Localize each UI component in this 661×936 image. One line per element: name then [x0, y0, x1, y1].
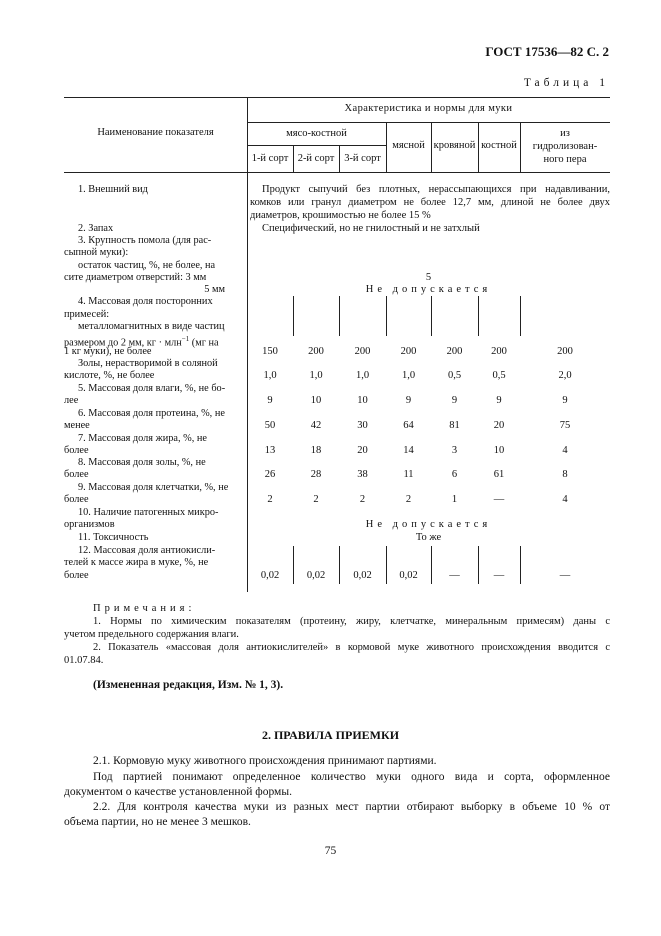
cell-r5-c3: 10: [357, 395, 368, 406]
cell-r12-c5: —: [449, 570, 460, 581]
cell-r8-c1: 26: [264, 469, 276, 480]
cell-r4a-c4: 200: [400, 346, 417, 357]
cell-r7-c5: 3: [451, 445, 458, 456]
row1-text-2: комков или гранул диаметром не более 12,7 мм, длиной не более двух: [250, 197, 610, 208]
row4a-label-2-end: (мг на: [189, 337, 219, 349]
cell-r9-c2: 2: [313, 494, 319, 505]
row1-text-3: диаметров, крошимостью не более 15 %: [250, 210, 431, 221]
body-vline-7a: [520, 296, 521, 336]
row10-label-1: 10. Наличие патогенных микро-: [78, 507, 219, 518]
cell-r9-c5: 1: [451, 494, 458, 505]
cell-r9-c4: 2: [405, 494, 412, 505]
section-p3-line2: объема партии, но не менее 3 мешков.: [64, 816, 251, 828]
row3a-label-2: сите диаметром отверстий: 3 мм: [64, 272, 207, 283]
meat-header: мясной: [392, 140, 425, 151]
cell-r8-c6: 61: [493, 469, 505, 480]
row2-label: 2. Запах: [78, 223, 114, 234]
section-p2-line2: документом о качестве установленной формы.: [64, 786, 292, 798]
cell-r7-c7: 4: [562, 445, 568, 456]
row5-label-2: лее: [64, 395, 79, 406]
header-line-2: [247, 122, 610, 123]
row3a-value: 5: [425, 272, 432, 283]
cell-r8-c7: 8: [562, 469, 568, 480]
cell-r8-c5: 6: [451, 469, 458, 480]
cell-r12-c4: 0,02: [399, 570, 418, 581]
row12-label-1: 12. Массовая доля антиокисли-: [78, 545, 216, 556]
note1-line2: учетом предельного содержания влаги.: [64, 629, 239, 640]
row5-label-1: 5. Массовая доля влаги, %, не бо-: [78, 383, 226, 394]
row1-label: 1. Внешний вид: [78, 184, 148, 195]
section-p2-line1: Под партией понимают определенное количество муки одного вида и сорта, оформленное: [93, 771, 610, 783]
row3-label-2: сыпной муки):: [64, 247, 129, 258]
cell-r5-c1: 9: [267, 395, 273, 406]
row4a-label-2-sup: −1: [181, 335, 190, 343]
cell-r4b-c1: 1,0: [263, 370, 277, 381]
cell-r6-c2: 42: [310, 420, 322, 431]
cell-r4b-c2: 1,0: [309, 370, 323, 381]
cell-r9-c6: —: [493, 494, 505, 505]
cell-r4a-c2: 200: [308, 346, 324, 357]
subgroup-header: мясо-костной: [286, 128, 347, 139]
row6-label-2: менее: [64, 420, 90, 431]
row8-label-1: 8. Массовая доля золы, %, не: [78, 457, 206, 468]
cell-r5-c6: 9: [496, 395, 502, 406]
cell-r4a-c5: 200: [446, 346, 463, 357]
cell-r8-c2: 28: [310, 469, 322, 480]
edition-note: (Измененная редакция, Изм. № 1, 3).: [93, 679, 284, 691]
cell-r12-c6: —: [493, 570, 505, 581]
cell-r6-c6: 20: [493, 420, 505, 431]
bone-header: костной: [481, 140, 517, 151]
row4b-label-2: кислоте, %, не более: [64, 370, 155, 381]
row4a-label-1: металломагнитных в виде частиц: [78, 321, 225, 332]
feather-header-1: из: [560, 128, 570, 139]
cell-r7-c4: 14: [403, 445, 414, 456]
cell-r9-c1: 2: [267, 494, 273, 505]
header-line-3: [247, 145, 386, 146]
cell-r4b-c5: 0,5: [447, 370, 462, 381]
group-header: Характеристика и нормы для муки: [344, 103, 513, 114]
row3-label-1: 3. Крупность помола (для рас-: [78, 235, 212, 246]
cell-r4a-c6: 200: [491, 346, 507, 357]
cell-r6-c1: 50: [264, 420, 276, 431]
cell-r7-c6: 10: [493, 445, 505, 456]
row4a-label-3: 1 кг муки), не более: [64, 346, 152, 357]
cell-r4b-c4: 1,0: [401, 370, 416, 381]
body-vline-4a: [386, 296, 387, 336]
body-vline-6a: [478, 296, 479, 336]
row2-text: Специфический, но не гнилостный и не затхлый: [262, 223, 480, 234]
cell-r5-c2: 10: [310, 395, 322, 406]
cell-r4b-c3: 1,0: [355, 370, 370, 381]
cell-r4b-c7: 2,0: [558, 370, 572, 381]
row12-label-3: более: [64, 570, 89, 581]
row1-text-1: Продукт сыпучий без плотных, нерассыпающихся при надавливании,: [262, 184, 610, 195]
note2-line1: 2. Показатель «массовая доля антиокислителей» в кормовой муке животного происхождения вводится с: [93, 642, 610, 653]
row12-label-2: телей к массе жира в муке, %, не: [64, 557, 209, 568]
sort1-header: 1-й сорт: [251, 153, 289, 164]
note2-line2: 01.07.84.: [64, 655, 104, 666]
col-param-header: Наименование показателя: [97, 127, 214, 138]
row4a-label-2-text: размером до 2 мм, кг · млн: [64, 337, 182, 349]
cell-r5-c7: 9: [562, 395, 568, 406]
row4b-label-1: Золы, нерастворимой в соляной: [78, 358, 218, 369]
section-p3-line1: 2.2. Для контроля качества муки из разных мест партии отбирают выборку в объеме 10 % от: [93, 801, 610, 813]
sort3-header: 3-й сорт: [344, 153, 381, 164]
cell-r4a-c1: 150: [262, 346, 278, 357]
row6-label-1: 6. Массовая доля протеина, %, не: [78, 408, 225, 419]
cell-r4a-c7: 200: [557, 346, 573, 357]
note1-line1: 1. Нормы по химическим показателям (протеину, жиру, клетчатке, минеральным примесям) даны с: [93, 616, 610, 627]
row10-value: Не допускается: [365, 519, 492, 530]
section-p1: 2.1. Кормовую муку животного происхождения принимают партиями.: [93, 755, 437, 767]
body-vline-2a: [293, 296, 294, 336]
body-vline-5a: [431, 296, 432, 336]
blood-header: кровяной: [433, 140, 476, 151]
feather-header-3: ного пера: [543, 154, 587, 165]
standard-code: ГОСТ 17536—82 С. 2: [485, 44, 609, 59]
row10-label-2: организмов: [64, 519, 115, 530]
cell-r7-c3: 20: [357, 445, 368, 456]
cell-r8-c3: 38: [357, 469, 368, 480]
cell-r4b-c6: 0,5: [492, 370, 506, 381]
row4-label-1: 4. Массовая доля посторонних: [78, 296, 213, 307]
row9-label-1: 9. Массовая доля клетчатки, %, не: [78, 482, 229, 493]
table-label: Таблица 1: [523, 77, 609, 89]
header-top-line: [64, 97, 610, 98]
feather-header-2: гидролизован-: [532, 141, 598, 152]
cell-r5-c4: 9: [405, 395, 412, 406]
cell-r6-c4: 64: [403, 420, 414, 431]
cell-r12-c1: 0,02: [260, 570, 280, 581]
page-number: 75: [324, 845, 337, 857]
cell-r4a-c3: 200: [354, 346, 371, 357]
cell-r6-c3: 30: [357, 420, 368, 431]
row4-label-2: примесей:: [64, 309, 110, 320]
row7-label-2: более: [64, 445, 89, 456]
row9-label-2: более: [64, 494, 89, 505]
header-bottom-line: [64, 172, 610, 173]
row8-label-2: более: [64, 469, 89, 480]
section-title: 2. ПРАВИЛА ПРИЕМКИ: [261, 728, 400, 742]
sort2-header: 2-й сорт: [297, 153, 335, 164]
cell-r6-c5: 81: [449, 420, 460, 431]
row11-value: То же: [415, 532, 442, 543]
cell-r9-c3: 2: [359, 494, 366, 505]
body-vline-3a: [339, 296, 340, 336]
notes-title: Примечания:: [93, 603, 196, 614]
cell-r7-c1: 13: [264, 445, 276, 456]
row3a-label-1: остаток частиц, %, не более, на: [78, 260, 216, 271]
cell-r12-c2: 0,02: [306, 570, 326, 581]
cell-r8-c4: 11: [403, 469, 414, 480]
cell-r5-c5: 9: [451, 395, 458, 406]
row11-label: 11. Токсичность: [78, 532, 149, 543]
cell-r7-c2: 18: [310, 445, 322, 456]
row3b-value: Не допускается: [365, 284, 492, 295]
cell-r12-c3: 0,02: [353, 570, 372, 581]
cell-r12-c7: —: [559, 570, 571, 581]
cell-r9-c7: 4: [562, 494, 568, 505]
row3b-label: 5 мм: [204, 284, 225, 295]
row7-label-1: 7. Массовая доля жира, %, не: [78, 433, 207, 444]
cell-r6-c7: 75: [559, 420, 571, 431]
